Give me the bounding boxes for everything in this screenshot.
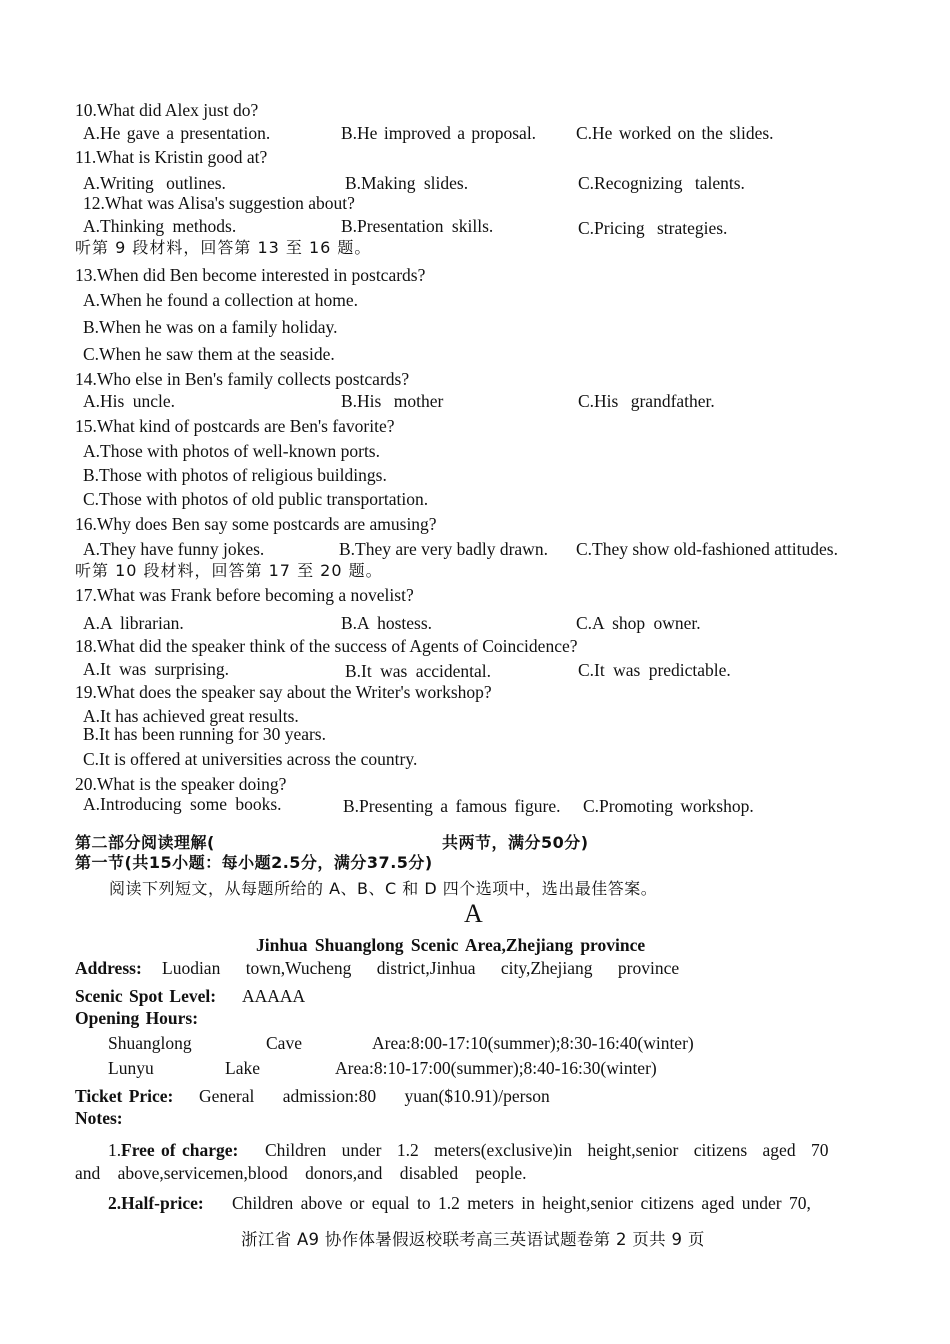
section9-instruction: 听第 9 段材料，回答第 13 至 16 题。 — [75, 238, 372, 257]
q15-option-b: B.Those with photos of religious buildings. — [83, 465, 387, 485]
note1-line1: Children under 1.2 meters(exclusive)in height,senior citizens aged 70 — [265, 1140, 829, 1160]
note1-number: 1. — [108, 1140, 122, 1160]
address-value: Luodian town,Wucheng district,Jinhua city,Zhejiang province — [162, 958, 680, 978]
q17-option-a: A.A librarian. — [83, 613, 184, 633]
q14-option-b: B.His mother — [341, 391, 444, 411]
hours-row2-place: Lunyu — [108, 1058, 154, 1078]
q12-option-b: B.Presentation skills. — [341, 216, 494, 236]
hours-row1-place: Shuanglong — [108, 1033, 192, 1053]
q13-option-b: B.When he was on a family holiday. — [83, 317, 338, 337]
ticket-price-label: Ticket Price: — [75, 1086, 174, 1106]
q15-stem: 15.What kind of postcards are Ben's favorite? — [75, 416, 395, 436]
q17-option-b: B.A hostess. — [341, 613, 433, 633]
part2-title-left: 第二部分阅读理解( — [75, 833, 215, 852]
q18-option-b: B.It was accidental. — [345, 661, 492, 681]
q20-option-a: A.Introducing some books. — [83, 794, 282, 814]
passage-title: Jinhua Shuanglong Scenic Area,Zhejiang province — [256, 935, 646, 955]
q10-option-c: C.He worked on the slides. — [576, 123, 774, 143]
q11-option-c: C.Recognizing talents. — [578, 173, 745, 193]
note2-text: Children above or equal to 1.2 meters in height,senior citizens aged under 70, — [232, 1193, 811, 1213]
q18-stem: 18.What did the speaker think of the success of Agents of Coincidence? — [75, 636, 578, 656]
part2-title-right: 共两节，满分50分) — [442, 833, 589, 852]
q18-option-a: A.It was surprising. — [83, 659, 230, 679]
note2-label: 2.Half-price: — [108, 1193, 204, 1213]
reading-instruction: 阅读下列短文，从每题所给的 A、B、C 和 D 四个选项中，选出最佳答案。 — [109, 879, 658, 898]
q17-stem: 17.What was Frank before becoming a novelist? — [75, 585, 414, 605]
q16-option-b: B.They are very badly drawn. — [339, 539, 548, 559]
q15-option-a: A.Those with photos of well-known ports. — [83, 441, 380, 461]
q14-stem: 14.Who else in Ben's family collects postcards? — [75, 369, 410, 389]
passage-letter: A — [464, 899, 483, 928]
q19-option-b: B.It has been running for 30 years. — [83, 724, 326, 744]
q15-option-c: C.Those with photos of old public transportation. — [83, 489, 429, 509]
hours-row1-type: Cave — [266, 1033, 302, 1053]
q19-stem: 19.What does the speaker say about the Writer's workshop? — [75, 682, 492, 702]
q10-option-b: B.He improved a proposal. — [341, 123, 537, 143]
q16-option-c: C.They show old-fashioned attitudes. — [576, 539, 838, 559]
q13-stem: 13.When did Ben become interested in postcards? — [75, 265, 426, 285]
section1-title: 第一节(共15小题：每小题2.5分，满分37.5分) — [75, 853, 433, 872]
q14-option-c: C.His grandfather. — [578, 391, 715, 411]
q19-option-c: C.It is offered at universities across the country. — [83, 749, 418, 769]
q14-option-a: A.His uncle. — [83, 391, 175, 411]
section10-instruction: 听第 10 段材料，回答第 17 至 20 题。 — [75, 561, 383, 580]
scenic-level-label: Scenic Spot Level: — [75, 986, 217, 1006]
hours-row2-type: Lake — [225, 1058, 260, 1078]
q19-option-a: A.It has achieved great results. — [83, 706, 299, 726]
note1-line2: and above,servicemen,blood donors,and disabled people. — [75, 1163, 527, 1183]
q16-option-a: A.They have funny jokes. — [83, 539, 265, 559]
q11-option-b: B.Making slides. — [345, 173, 469, 193]
scenic-level-value: AAAAA — [242, 986, 306, 1006]
ticket-price-value: General admission:80 yuan($10.91)/person — [199, 1086, 550, 1106]
q18-option-c: C.It was predictable. — [578, 660, 731, 680]
q13-option-a: A.When he found a collection at home. — [83, 290, 359, 310]
address-label: Address: — [75, 958, 142, 978]
hours-row1-times: Area:8:00-17:10(summer);8:30-16:40(winter) — [372, 1033, 694, 1053]
q12-stem: 12.What was Alisa's suggestion about? — [83, 193, 355, 213]
note1-label: Free of charge: — [121, 1140, 239, 1160]
q10-stem: 10.What did Alex just do? — [75, 100, 259, 120]
notes-label: Notes: — [75, 1108, 123, 1128]
hours-row2-times: Area:8:10-17:00(summer);8:40-16:30(winter) — [335, 1058, 657, 1078]
q20-stem: 20.What is the speaker doing? — [75, 774, 287, 794]
q16-stem: 16.Why does Ben say some postcards are amusing? — [75, 514, 437, 534]
q20-option-b: B.Presenting a famous figure. — [343, 796, 561, 816]
q11-stem: 11.What is Kristin good at? — [75, 147, 268, 167]
q12-option-a: A.Thinking methods. — [83, 216, 237, 236]
q11-option-a: A.Writing outlines. — [83, 173, 226, 193]
opening-hours-label: Opening Hours: — [75, 1008, 199, 1028]
page-footer: 浙江省 A9 协作体暑假返校联考高三英语试题卷第 2 页共 9 页 — [241, 1230, 705, 1249]
q13-option-c: C.When he saw them at the seaside. — [83, 344, 335, 364]
q20-option-c: C.Promoting workshop. — [583, 796, 754, 816]
q12-option-c: C.Pricing strategies. — [578, 218, 728, 238]
q17-option-c: C.A shop owner. — [576, 613, 701, 633]
q10-option-a: A.He gave a presentation. — [83, 123, 271, 143]
